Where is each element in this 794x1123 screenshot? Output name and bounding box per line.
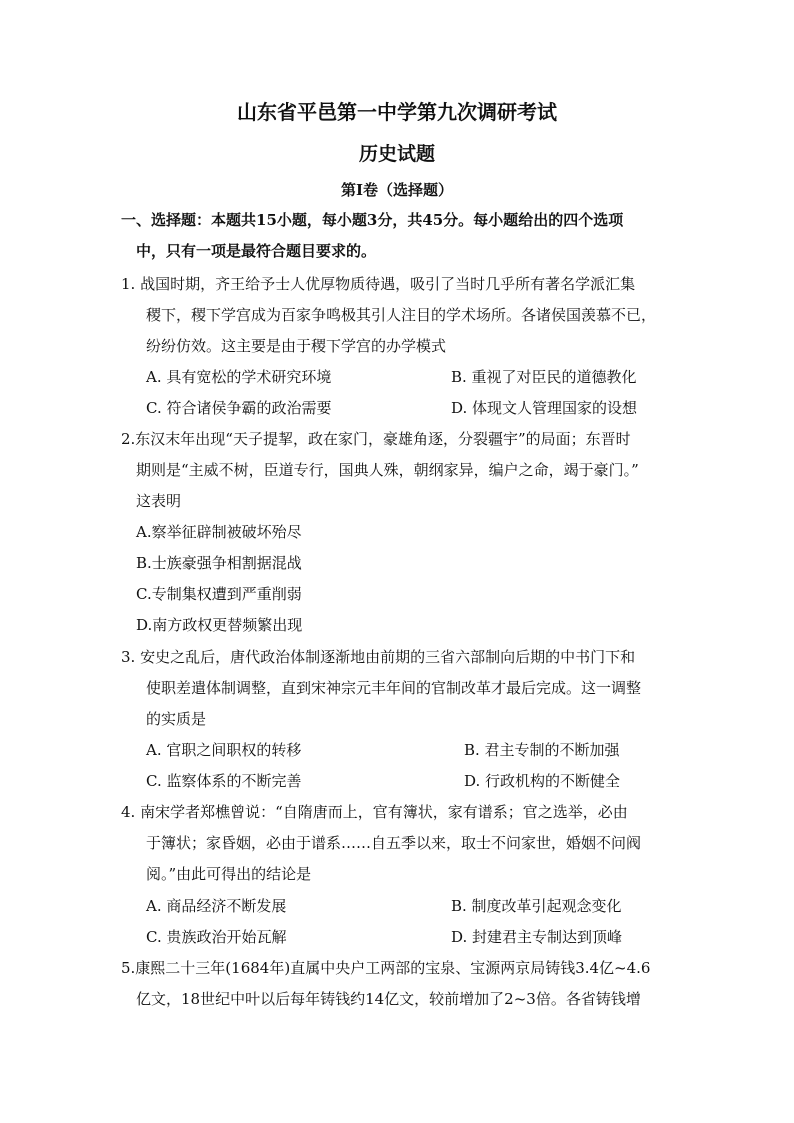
question-1-option-b[interactable]: B. 重视了对臣民的道德教化 <box>451 368 637 386</box>
question-1-line2: 稷下，稷下学宫成为百家争鸣极其引人注目的学术场所。各诸侯国羡慕不已， <box>146 306 657 324</box>
question-4-option-c[interactable]: C. 贵族政治开始瓦解 <box>146 928 287 946</box>
volume-title: 第Ⅰ卷（选择题） <box>340 181 454 199</box>
question-3-option-b[interactable]: B. 君主专制的不断加强 <box>464 741 620 759</box>
question-3-option-d[interactable]: D. 行政机构的不断健全 <box>464 772 621 790</box>
question-5-line2: 亿文，18世纪中叶以后每年铸钱约14亿文，较前增加了2~3倍。各省铸钱增 <box>136 990 641 1008</box>
question-4-option-a[interactable]: A. 商品经济不断发展 <box>146 897 287 915</box>
question-2-option-d[interactable]: D.南方政权更替频繁出现 <box>136 616 303 634</box>
question-2-option-c[interactable]: C.专制集权遭到严重削弱 <box>136 585 302 603</box>
question-1-option-d[interactable]: D. 体现文人管理国家的设想 <box>451 399 638 417</box>
question-3-line1: 3. 安史之乱后，唐代政治体制逐渐地由前期的三省六部制向后期的中书门下和 <box>121 648 636 666</box>
question-1-option-a[interactable]: A. 具有宽松的学术研究环境 <box>146 368 332 386</box>
question-5-line1: 5.康熙二十三年(1684年)直属中央户工两部的宝泉、宝源两京局铸钱3.4亿~4.6 <box>121 959 651 977</box>
question-3-option-c[interactable]: C. 监察体系的不断完善 <box>146 772 302 790</box>
exam-title: 山东省平邑第一中学第九次调研考试 <box>237 100 557 124</box>
question-1-line3: 纷纷仿效。这主要是由于稷下学宫的办学模式 <box>146 337 447 355</box>
question-2-option-b[interactable]: B.士族豪强争相割据混战 <box>136 554 302 572</box>
question-4-option-d[interactable]: D. 封建君主专制达到顶峰 <box>451 928 623 946</box>
question-2-line3: 这表明 <box>136 492 182 510</box>
question-3-option-a[interactable]: A. 官职之间职权的转移 <box>146 741 302 759</box>
question-4-line2: 于簿状；家昏姻，必由于谱系……自五季以来，取士不问家世，婚姻不问阀 <box>146 834 642 852</box>
section-instruction-line2: 中，只有一项是最符合题目要求的。 <box>136 242 377 260</box>
question-3-line3: 的实质是 <box>146 710 207 728</box>
subject-title: 历史试题 <box>358 143 435 165</box>
section-instruction-line1: 一、选择题：本题共15小题，每小题3分，共45分。每小题给出的四个选项 <box>121 211 624 229</box>
question-4-line1: 4. 南宋学者郑樵曾说：“自隋唐而上，官有簿状，家有谱系；官之选举，必由 <box>121 803 628 821</box>
question-1-option-c[interactable]: C. 符合诸侯争霸的政治需要 <box>146 399 332 417</box>
question-2-option-a[interactable]: A.察举征辟制被破坏殆尽 <box>136 523 302 541</box>
question-4-line3: 阅。”由此可得出的结论是 <box>146 865 312 883</box>
question-2-line1: 2.东汉末年出现“天子提挈，政在家门，豪雄角逐，分裂疆宇”的局面；东晋时 <box>121 430 631 448</box>
question-3-line2: 使职差遣体制调整，直到宋神宗元丰年间的官制改革才最后完成。这一调整 <box>146 679 642 697</box>
question-1-line1: 1. 战国时期，齐王给予士人优厚物质待遇，吸引了当时几乎所有著名学派汇集 <box>121 275 636 293</box>
question-4-option-b[interactable]: B. 制度改革引起观念变化 <box>451 897 622 915</box>
question-2-line2: 期则是“主威不树，臣道专行，国典人殊，朝纲家异，编户之命，竭于豪门。” <box>136 461 639 479</box>
